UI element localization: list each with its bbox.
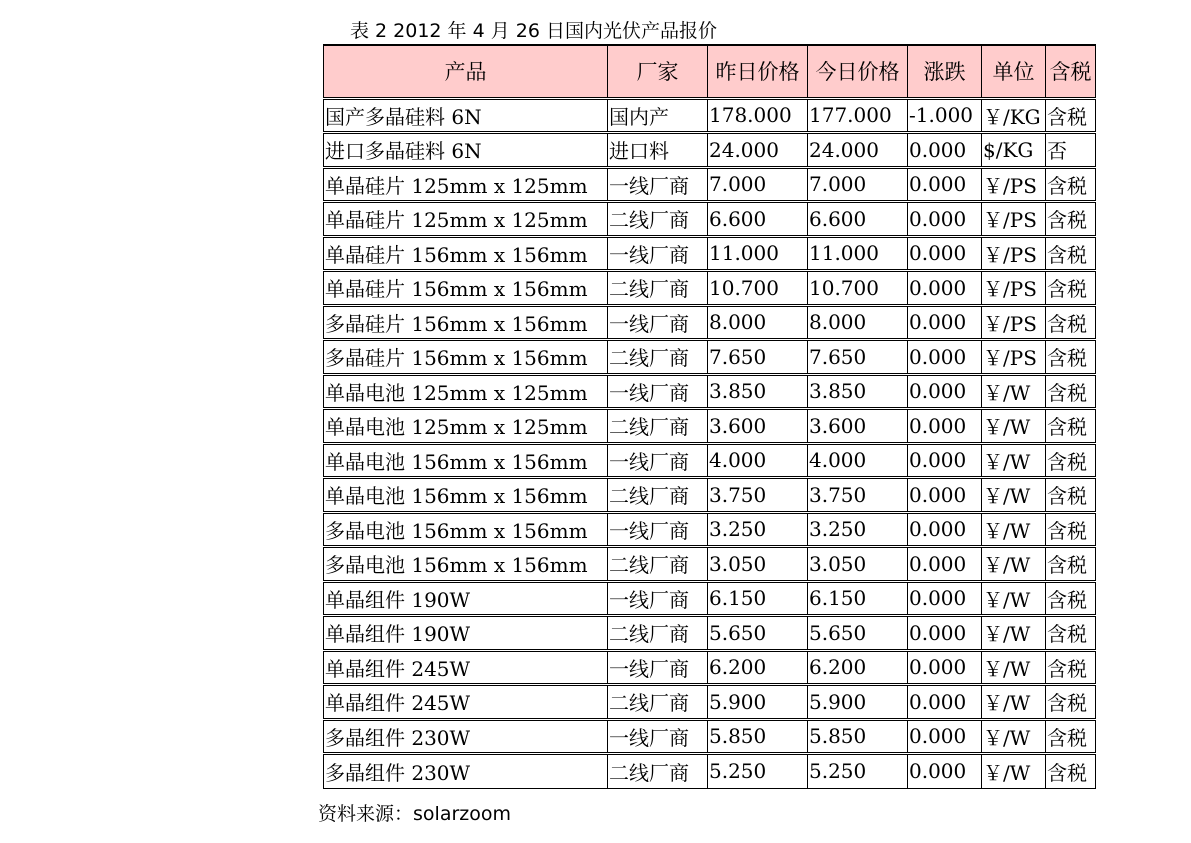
cell-yesterday-price: 3.750 (708, 478, 808, 513)
cell-today-price: 5.250 (808, 754, 908, 789)
cell-today-price: 6.200 (808, 650, 908, 685)
cell-manufacturer: 一线厂商 (608, 512, 708, 547)
cell-change: 0.000 (908, 305, 982, 340)
cell-yesterday-price: 3.600 (708, 409, 808, 444)
cell-tax: 含税 (1046, 478, 1096, 513)
cell-product: 单晶电池 156mm x 156mm (324, 478, 608, 513)
header-tax: 含税 (1046, 45, 1096, 98)
cell-product: 单晶硅片 125mm x 125mm (324, 167, 608, 202)
header-unit: 单位 (982, 45, 1046, 98)
table-row (324, 167, 1096, 202)
table-row (324, 98, 1096, 133)
price-table (323, 44, 1096, 789)
cell-manufacturer: 二线厂商 (608, 685, 708, 720)
cell-today-price: 6.600 (808, 202, 908, 237)
cell-product: 单晶硅片 156mm x 156mm (324, 236, 608, 271)
cell-change: 0.000 (908, 581, 982, 616)
cell-product: 单晶硅片 125mm x 125mm (324, 202, 608, 237)
cell-yesterday-price: 10.700 (708, 271, 808, 306)
cell-unit: ￥/PS (982, 236, 1046, 271)
cell-manufacturer: 二线厂商 (608, 340, 708, 375)
cell-today-price: 8.000 (808, 305, 908, 340)
cell-product: 多晶组件 230W (324, 719, 608, 754)
cell-product: 单晶电池 125mm x 125mm (324, 409, 608, 444)
table-header-row (324, 45, 1096, 98)
table-row (324, 547, 1096, 582)
cell-product: 单晶组件 245W (324, 685, 608, 720)
cell-change: 0.000 (908, 478, 982, 513)
cell-product: 多晶电池 156mm x 156mm (324, 547, 608, 582)
cell-today-price: 4.000 (808, 443, 908, 478)
table-caption: 表 2 2012 年 4 月 26 日国内光伏产品报价 (350, 20, 717, 42)
cell-manufacturer: 二线厂商 (608, 271, 708, 306)
cell-unit: ￥/W (982, 409, 1046, 444)
cell-today-price: 177.000 (808, 98, 908, 133)
cell-change: 0.000 (908, 202, 982, 237)
cell-manufacturer: 一线厂商 (608, 443, 708, 478)
cell-product: 进口多晶硅料 6N (324, 133, 608, 168)
table-row (324, 340, 1096, 375)
cell-today-price: 7.650 (808, 340, 908, 375)
cell-yesterday-price: 5.250 (708, 754, 808, 789)
cell-manufacturer: 一线厂商 (608, 581, 708, 616)
cell-change: 0.000 (908, 616, 982, 651)
table-row (324, 650, 1096, 685)
cell-unit: ￥/W (982, 478, 1046, 513)
cell-tax: 含税 (1046, 340, 1096, 375)
cell-unit: ￥/PS (982, 340, 1046, 375)
header-product: 产品 (324, 45, 608, 98)
header-change: 涨跌 (908, 45, 982, 98)
cell-change: 0.000 (908, 443, 982, 478)
source-note (318, 799, 511, 826)
cell-yesterday-price: 11.000 (708, 236, 808, 271)
cell-manufacturer: 一线厂商 (608, 305, 708, 340)
cell-today-price: 3.600 (808, 409, 908, 444)
cell-product: 单晶组件 190W (324, 581, 608, 616)
cell-today-price: 7.000 (808, 167, 908, 202)
cell-yesterday-price: 3.250 (708, 512, 808, 547)
cell-unit: ￥/KG (982, 98, 1046, 133)
cell-unit: ￥/W (982, 650, 1046, 685)
cell-tax: 含税 (1046, 98, 1096, 133)
cell-yesterday-price: 3.050 (708, 547, 808, 582)
cell-product: 多晶电池 156mm x 156mm (324, 512, 608, 547)
cell-today-price: 5.900 (808, 685, 908, 720)
cell-unit: ￥/W (982, 581, 1046, 616)
table-row (324, 202, 1096, 237)
cell-change: 0.000 (908, 547, 982, 582)
cell-yesterday-price: 7.000 (708, 167, 808, 202)
cell-unit: ￥/W (982, 443, 1046, 478)
cell-tax: 含税 (1046, 719, 1096, 754)
cell-manufacturer: 二线厂商 (608, 616, 708, 651)
cell-tax: 含税 (1046, 547, 1096, 582)
cell-yesterday-price: 6.150 (708, 581, 808, 616)
cell-manufacturer: 一线厂商 (608, 374, 708, 409)
cell-change: 0.000 (908, 340, 982, 375)
header-manufacturer: 厂家 (608, 45, 708, 98)
cell-today-price: 5.850 (808, 719, 908, 754)
table-row (324, 512, 1096, 547)
table-row (324, 305, 1096, 340)
cell-tax: 含税 (1046, 650, 1096, 685)
cell-unit: ￥/W (982, 754, 1046, 789)
cell-today-price: 3.050 (808, 547, 908, 582)
cell-yesterday-price: 6.600 (708, 202, 808, 237)
cell-tax: 含税 (1046, 754, 1096, 789)
cell-unit: ￥/PS (982, 167, 1046, 202)
cell-today-price: 11.000 (808, 236, 908, 271)
cell-unit: ￥/W (982, 685, 1046, 720)
cell-yesterday-price: 3.850 (708, 374, 808, 409)
cell-yesterday-price: 7.650 (708, 340, 808, 375)
cell-yesterday-price: 5.900 (708, 685, 808, 720)
cell-unit: ￥/W (982, 374, 1046, 409)
cell-product: 单晶电池 156mm x 156mm (324, 443, 608, 478)
source-value: solarzoom (413, 803, 512, 825)
cell-unit: ￥/PS (982, 271, 1046, 306)
table-row (324, 581, 1096, 616)
cell-yesterday-price: 4.000 (708, 443, 808, 478)
cell-manufacturer: 二线厂商 (608, 547, 708, 582)
cell-product: 国产多晶硅料 6N (324, 98, 608, 133)
cell-manufacturer: 二线厂商 (608, 202, 708, 237)
cell-today-price: 3.850 (808, 374, 908, 409)
table-row (324, 616, 1096, 651)
cell-unit: ￥/W (982, 616, 1046, 651)
cell-tax: 含税 (1046, 581, 1096, 616)
cell-tax: 含税 (1046, 202, 1096, 237)
table-row (324, 409, 1096, 444)
cell-product: 单晶组件 190W (324, 616, 608, 651)
table-row (324, 271, 1096, 306)
cell-manufacturer: 一线厂商 (608, 650, 708, 685)
source-label: 资料来源： (318, 803, 414, 825)
cell-change: 0.000 (908, 650, 982, 685)
cell-tax: 含税 (1046, 236, 1096, 271)
cell-product: 多晶硅片 156mm x 156mm (324, 305, 608, 340)
table-row (324, 133, 1096, 168)
cell-tax: 否 (1046, 133, 1096, 168)
cell-manufacturer: 二线厂商 (608, 409, 708, 444)
cell-today-price: 24.000 (808, 133, 908, 168)
cell-manufacturer: 一线厂商 (608, 167, 708, 202)
cell-today-price: 6.150 (808, 581, 908, 616)
cell-tax: 含税 (1046, 685, 1096, 720)
cell-tax: 含税 (1046, 512, 1096, 547)
table-row (324, 443, 1096, 478)
cell-yesterday-price: 6.200 (708, 650, 808, 685)
cell-tax: 含税 (1046, 409, 1096, 444)
cell-manufacturer: 二线厂商 (608, 478, 708, 513)
cell-yesterday-price: 178.000 (708, 98, 808, 133)
header-today-price: 今日价格 (808, 45, 908, 98)
cell-change: 0.000 (908, 167, 982, 202)
table-row (324, 374, 1096, 409)
cell-change: 0.000 (908, 374, 982, 409)
table-row (324, 478, 1096, 513)
cell-unit: $/KG (982, 133, 1046, 168)
cell-unit: ￥/W (982, 512, 1046, 547)
cell-change: 0.000 (908, 685, 982, 720)
cell-yesterday-price: 5.650 (708, 616, 808, 651)
table-body (324, 98, 1096, 788)
cell-unit: ￥/PS (982, 202, 1046, 237)
cell-change: 0.000 (908, 719, 982, 754)
cell-tax: 含税 (1046, 271, 1096, 306)
cell-change: 0.000 (908, 512, 982, 547)
table-row (324, 754, 1096, 789)
header-yesterday-price: 昨日价格 (708, 45, 808, 98)
table-row (324, 236, 1096, 271)
table-row (324, 685, 1096, 720)
cell-change: 0.000 (908, 409, 982, 444)
cell-tax: 含税 (1046, 443, 1096, 478)
cell-manufacturer: 进口料 (608, 133, 708, 168)
cell-manufacturer: 国内产 (608, 98, 708, 133)
cell-manufacturer: 二线厂商 (608, 754, 708, 789)
cell-unit: ￥/W (982, 547, 1046, 582)
cell-unit: ￥/PS (982, 305, 1046, 340)
cell-product: 多晶组件 230W (324, 754, 608, 789)
cell-tax: 含税 (1046, 305, 1096, 340)
cell-manufacturer: 一线厂商 (608, 236, 708, 271)
cell-today-price: 3.750 (808, 478, 908, 513)
cell-yesterday-price: 5.850 (708, 719, 808, 754)
cell-today-price: 5.650 (808, 616, 908, 651)
cell-today-price: 3.250 (808, 512, 908, 547)
cell-product: 多晶硅片 156mm x 156mm (324, 340, 608, 375)
cell-change: 0.000 (908, 754, 982, 789)
cell-tax: 含税 (1046, 616, 1096, 651)
cell-tax: 含税 (1046, 167, 1096, 202)
cell-yesterday-price: 24.000 (708, 133, 808, 168)
cell-today-price: 10.700 (808, 271, 908, 306)
cell-change: 0.000 (908, 236, 982, 271)
table-row (324, 719, 1096, 754)
cell-yesterday-price: 8.000 (708, 305, 808, 340)
cell-change: 0.000 (908, 133, 982, 168)
cell-tax: 含税 (1046, 374, 1096, 409)
cell-unit: ￥/W (982, 719, 1046, 754)
cell-change: 0.000 (908, 271, 982, 306)
cell-change: -1.000 (908, 98, 982, 133)
cell-product: 单晶硅片 156mm x 156mm (324, 271, 608, 306)
cell-manufacturer: 一线厂商 (608, 719, 708, 754)
cell-product: 单晶电池 125mm x 125mm (324, 374, 608, 409)
cell-product: 单晶组件 245W (324, 650, 608, 685)
